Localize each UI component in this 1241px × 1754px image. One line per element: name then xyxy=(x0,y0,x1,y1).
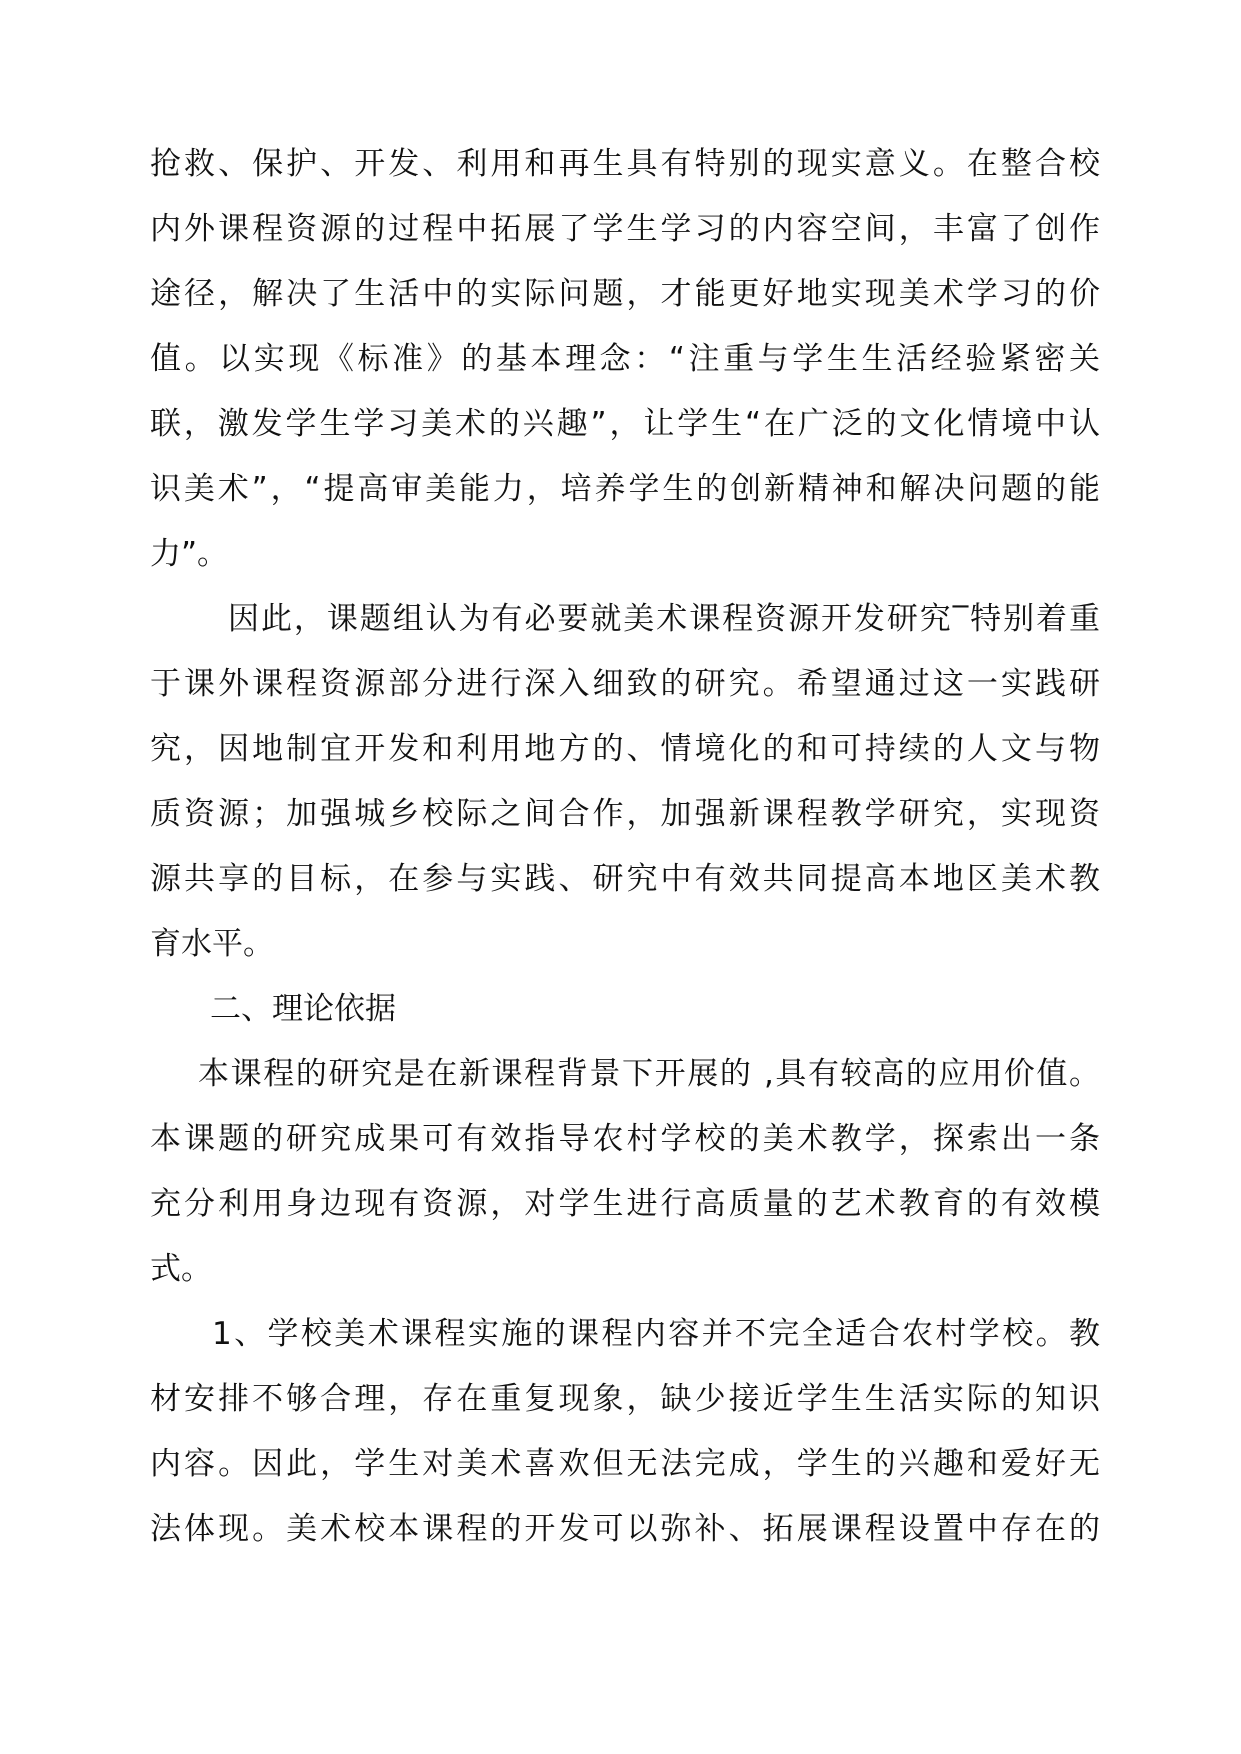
text-line: 内外课程资源的过程中拓展了学生学习的内容空间，丰富了创作 xyxy=(150,211,1100,247)
text-line: 识美术”，“提高审美能力，培养学生的创新精神和解决问题的能 xyxy=(150,471,1100,507)
text-line: 值。以实现《标准》的基本理念：“注重与学生生活经验紧密关 xyxy=(150,341,1100,377)
text-line: 源共享的目标，在参与实践、研究中有效共同提高本地区美术教 xyxy=(150,861,1100,897)
text-line: 抢救、保护、开发、利用和再生具有特别的现实意义。在整合校 xyxy=(150,146,1100,182)
text-line: 式。 xyxy=(150,1251,212,1287)
text-line: 于课外课程资源部分进行深入细致的研究。希望通过这一实践研 xyxy=(150,666,1100,702)
text-line: 途径，解决了生活中的实际问题，才能更好地实现美术学习的价 xyxy=(150,276,1100,312)
text-line: 力”。 xyxy=(150,536,229,572)
text-line: 本课程的研究是在新课程背景下开展的 ,具有较高的应用价值。 xyxy=(198,1056,1100,1092)
text-line: 因此，课题组认为有必要就美术课程资源开发研究‾特别着重 xyxy=(228,601,1100,637)
text-line: 育水平。 xyxy=(150,926,274,962)
text-line: 联，激发学生学习美术的兴趣”，让学生“在广泛的文化情境中认 xyxy=(150,406,1100,442)
text-line: 1、学校美术课程实施的课程内容并不完全适合农村学校。教 xyxy=(212,1316,1100,1352)
section-heading: 二、理论依据 xyxy=(210,991,396,1027)
text-line: 究，因地制宜开发和利用地方的、情境化的和可持续的人文与物 xyxy=(150,731,1100,767)
text-line: 充分利用身边现有资源，对学生进行高质量的艺术教育的有效模 xyxy=(150,1186,1100,1222)
body-text xyxy=(150,132,1100,1562)
text-line: 质资源；加强城乡校际之间合作，加强新课程教学研究，实现资 xyxy=(150,796,1100,832)
text-line: 法体现。美术校本课程的开发可以弥补、拓展课程设置中存在的 xyxy=(150,1511,1100,1547)
text-line: 内容。因此，学生对美术喜欢但无法完成，学生的兴趣和爱好无 xyxy=(150,1446,1100,1482)
text-line: 本课题的研究成果可有效指导农村学校的美术教学，探索出一条 xyxy=(150,1121,1100,1157)
text-line: 材安排不够合理，存在重复现象，缺少接近学生生活实际的知识 xyxy=(150,1381,1100,1417)
